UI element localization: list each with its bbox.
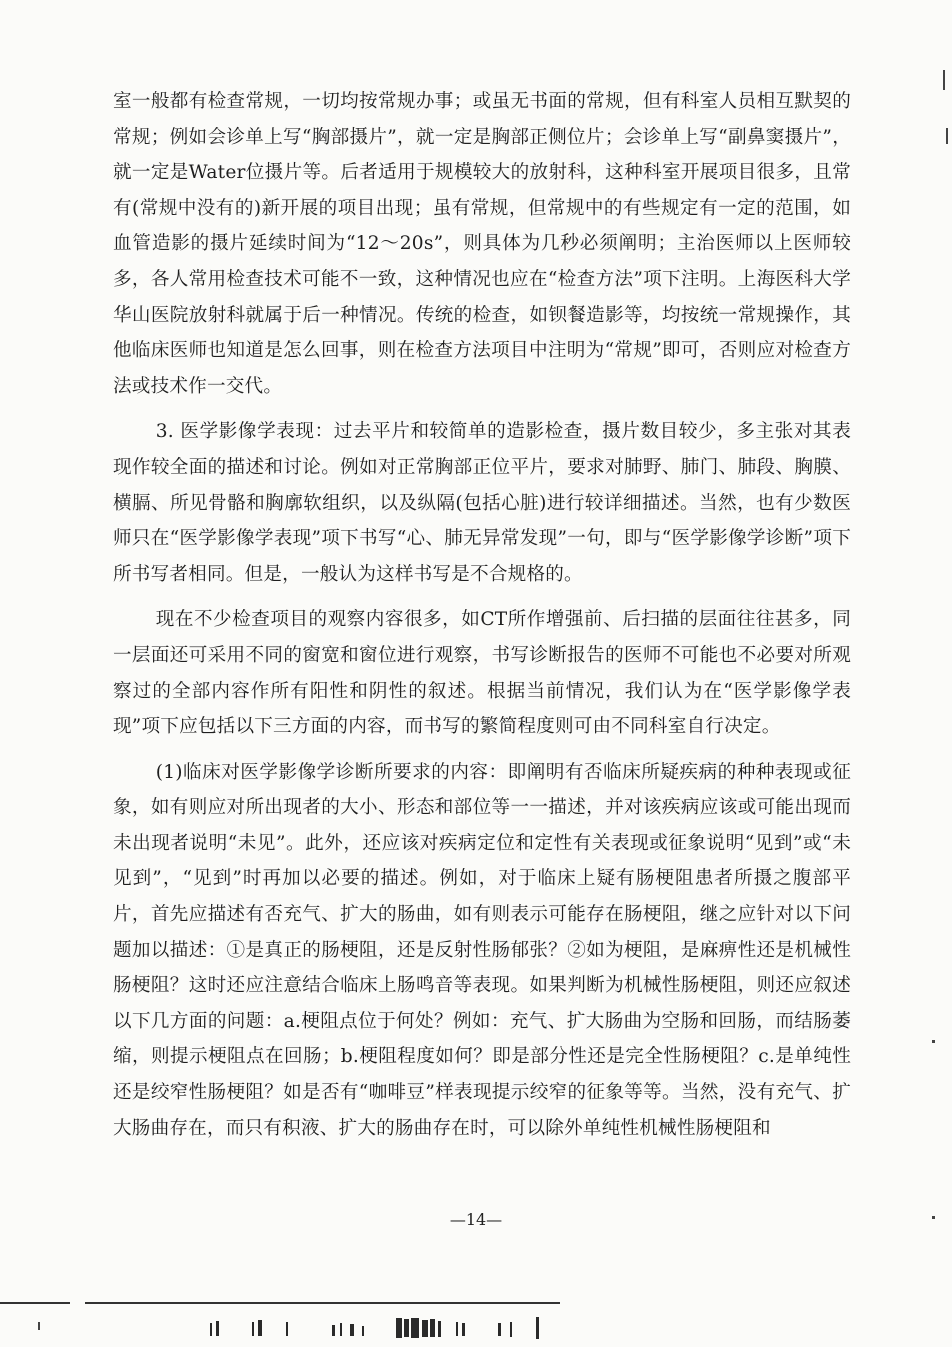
edge-mark bbox=[946, 128, 948, 144]
paragraph-4: (1)临床对医学影像学诊断所要求的内容：即阐明有否临床所疑疾病的种种表现或征象，如有则应对所出现者的大小、形态和部位等一一描述，并对该疾病应该或可能出现而未出现者说明“未见”。此外，还应该对疾病定位和定性有关表现或征象说明“见到”或“未见到”，“见到”时再加以必要的描述。例如，对于临床上疑有肠梗阻患者所摄之腹部平片，首先应描述有否充气、扩大的肠曲，如有则表示可能存在肠梗阻，继之应针对以下问题加以描述：①是真正的肠梗阻，还是反射性肠郁张？②如为梗阻，是麻痹性还是机械性肠梗阻？这时还应注意结合临床上肠鸣音等表现。如果判断为机械性肠梗阻，则还应叙述以下几方面的问题：a.梗阻点位于何处？例如：充气、扩大肠曲为空肠和回肠，而结肠萎缩，则提示梗阻点在回肠；b.梗阻程度如何？即是部分性还是完全性肠梗阻？c.是单纯性还是绞窄性肠梗阻？如是否有“咖啡豆”样表现提示绞窄的征象等等。当然，没有充气、扩大肠曲存在，而只有积液、扩大的肠曲存在时，可以除外单纯性机械性肠梗阻和 bbox=[113, 761, 851, 1139]
body-text bbox=[113, 84, 851, 1146]
edge-mark bbox=[38, 1322, 40, 1330]
paragraph-3: 现在不少检查项目的观察内容很多，如CT所作增强前、后扫描的层面往往甚多，同一层面还可采用不同的窗宽和窗位进行观察，书写诊断报告的医师不可能也不必要对所观察过的全部内容作所有阳性和阴性的叙述。根据当前情况，我们认为在“医学影像学表现”项下应包括以下三方面的内容，而书写的繁简程度则可由不同科室自行决定。 bbox=[113, 609, 851, 738]
edge-mark bbox=[932, 1216, 935, 1219]
edge-mark bbox=[943, 70, 945, 90]
scan-artifact bbox=[200, 1317, 550, 1339]
footer-rule bbox=[0, 1302, 952, 1304]
paragraph-1: 室一般都有检查常规，一切均按常规办事；或虽无书面的常规，但有科室人员相互默契的常规；例如会诊单上写“胸部摄片”，就一定是胸部正侧位片；会诊单上写“副鼻窦摄片”，就一定是Water位摄片等。后者适用于规模较大的放射科，这种科室开展项目很多，且常有(常规中没有的)新开展的项目出现；虽有常规，但常规中的有些规定有一定的范围，如血管造影的摄片延续时间为“12～20s”，则具体为几秒必须阐明；主治医师以上医师较多，各人常用检查技术可能不一致，这种情况也应在“检查方法”项下注明。上海医科大学华山医院放射科就属于后一种情况。传统的检查，如钡餐造影等，均按统一常规操作，其他临床医师也知道是怎么回事，则在检查方法项目中注明为“常规”即可，否则应对检查方法或技术作一交代。 bbox=[113, 91, 851, 397]
edge-mark bbox=[932, 1040, 935, 1043]
page-number: —14— bbox=[449, 1210, 503, 1229]
paragraph-2: 3. 医学影像学表现：过去平片和较简单的造影检查，摄片数目较少，多主张对其表现作较全面的描述和讨论。例如对正常胸部正位平片，要求对肺野、肺门、肺段、胸膜、横膈、所见骨骼和胸廓软组织，以及纵隔(包括心脏)进行较详细描述。当然，也有少数医师只在“医学影像学表现”项下书写“心、肺无异常发现”一句，即与“医学影像学诊断”项下所书写者相同。但是，一般认为这样书写是不合规格的。 bbox=[113, 421, 851, 585]
